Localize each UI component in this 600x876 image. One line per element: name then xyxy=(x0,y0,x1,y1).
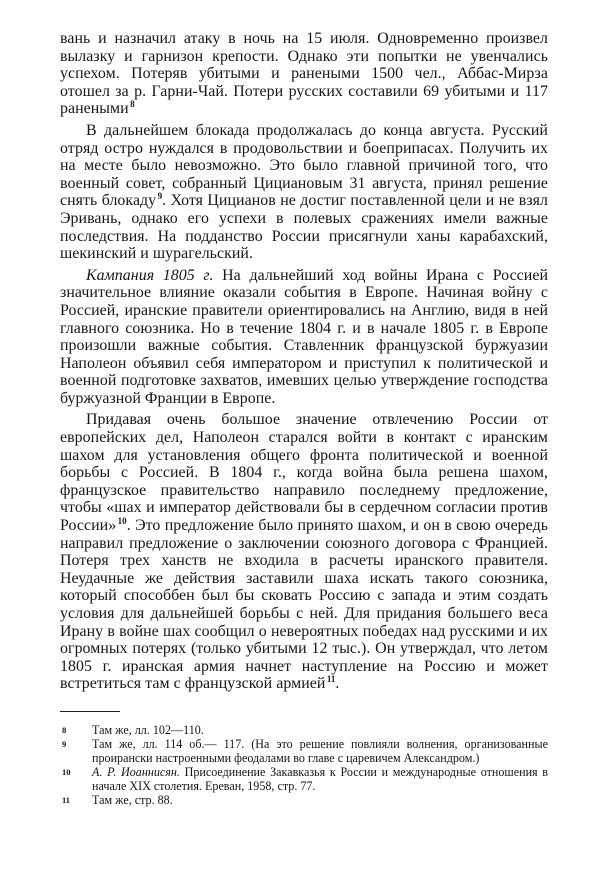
footnote-9: 9 Там же, лл. 114 об.— 117. (На это решение повлияли волнения, организованные проирански настроенными феодалами во главе с царевичем Александром.) xyxy=(62,737,548,765)
footnotes xyxy=(60,724,548,807)
paragraph-2: В дальнейшем блокада продолжалась до конца августа. Русский отряд остро нуждался в продовольствии и боеприпасах. Получить их на месте было невозможно. Это было главной причиной того, что военный совет, собранный Цициановым 31 августа, принял решение снять блокаду $^9$. Хотя Цицианов не достиг поставленной цели и не взял Эривань, однако его успехи в полевых сражениях имели важные последствия. На подданство России присягнули ханы карабахский, шекинский и шурагельский. xyxy=(60,121,548,263)
body-text xyxy=(60,30,548,693)
paragraph-3: Кампания 1805 г. На дальнейший ход войны Ирана с Россией значительное влияние оказали события в Европе. Начиная войну с Россией, иранские правители ориентировались на Англию, видя в ней главного союзника. Но в течение 1804 г. и в начале 1805 г. в Европе произошли важные события. Ставленник французской буржуазии Наполеон объявил себя императором и приступил к политической и военной подготовке захватов, имевших целью утверждение господства буржуазной Франции в Европе. xyxy=(60,266,548,407)
footnote-11: 11 Там же, стр. 88. xyxy=(62,793,173,807)
footnote-ref-11[interactable]: 11 xyxy=(326,674,336,685)
footnote-ref-9[interactable]: 9 xyxy=(157,191,163,202)
footnote-author: А. Р. Иоаннисян. xyxy=(92,765,180,780)
footnote-ref-10[interactable]: 10 xyxy=(117,516,127,527)
paragraph-4: Придавая очень большое значение отвлечению России от европейских дел, Наполеон старался войти в контакт с иранским шахом для установления общего фронта политической и военной борьбы с Россией. В 1804 г., когда война была решена шахом, французское правительство направило последнему предложение, чтобы «шах и император действовали бы в сердечном согласии против России» $^{10}$. Это предложение было принято шахом, и он в свою очередь направил предложение о заключении союзного договора с Францией. Потеря трех ханств не входила в расчеты иранского правителя. Неудачные же действия заставили шаха искать такого союзника, который способбен был бы сковать Россию с запада и этим создать условия для дальнейшей борьбы с ней. Для придания большего веса Ирану в войне шах сообщил о невероятных победах над русскими и их огромных потерях (только убитыми 12 тыс.). Он утверждал, что летом 1805 г. иранская армия начнет наступление на Россию и может встретиться там с французской армией $^{11}$. xyxy=(60,411,549,693)
footnote-divider xyxy=(60,711,120,712)
footnote-ref-8[interactable]: 8 xyxy=(130,99,135,110)
footnote-8: 8 Там же, лл. 102—110. xyxy=(62,722,204,737)
section-heading-campaign-1805: Кампания 1805 г. xyxy=(86,266,214,284)
paragraph-1: вань и назначил атаку в ночь на 15 июля. Одновременно произвел вылазку и гарнизон крепости. Однако эти попытки не увенчались успехом. Потеряв убитыми и ранеными 1500 чел., Аббас-Мирза отошел за р. Гарни-Чай. Потери русских составили 69 убитыми и 117 ранеными $^8$ xyxy=(60,30,548,118)
footnote-10: 10 А. Р. Иоаннисян. Присоединение Закавказья к России и международные отношения в начале XIX столетия. Ереван, 1958, стр. 77. xyxy=(62,765,549,793)
